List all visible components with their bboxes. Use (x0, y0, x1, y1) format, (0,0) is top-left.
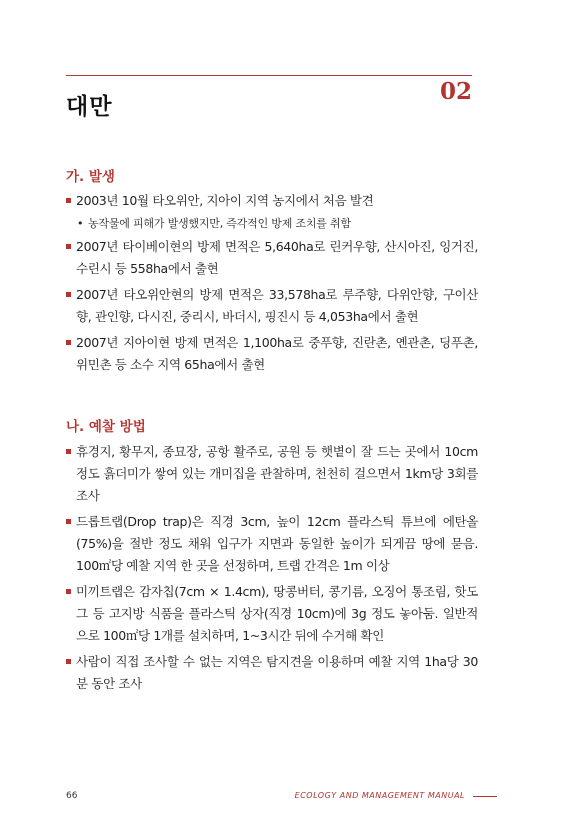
list-item (66, 284, 478, 328)
bullet-square (66, 519, 71, 524)
bullet-square (66, 340, 71, 345)
list-item (66, 441, 478, 507)
list-item (66, 581, 478, 647)
sub-bullet: • (77, 217, 84, 230)
occurrence-list (66, 190, 478, 380)
list-item (66, 236, 478, 280)
page-number: 66 (66, 791, 78, 801)
list-item-text: 드롭트랩(Drop trap)은 직경 3cm, 높이 12cm 플라스틱 튜브에 에탄올(75%)을 절반 정도 채워 입구가 지면과 동일한 높이가 되게끔 땅에 묻음. 100㎡당 예찰 지역 한 곳을 선정하며, 트랩 간격은 1m 이상 (76, 514, 478, 573)
section-heading-occurrence: 가. 발생 (66, 169, 115, 185)
bullet-square (66, 244, 71, 249)
list-item-text: 2007년 타오위안현의 방제 면적은 33,578ha로 루주향, 다위안향, 구이산향, 관인향, 다시진, 중리시, 바더시, 핑진시 등 4,053ha에서 출현 (76, 287, 478, 324)
chapter-title: 대만 (66, 94, 113, 120)
section-heading-survey-method: 나. 예찰 방법 (66, 419, 146, 435)
survey-method-list (66, 441, 478, 699)
sub-list-item (66, 214, 478, 234)
chapter-number: 02 (439, 78, 472, 105)
list-item-text: 사람이 직접 조사할 수 없는 지역은 탐지견을 이용하며 예찰 지역 1ha당 30분 동안 조사 (76, 654, 478, 691)
list-item-text: 휴경지, 황무지, 종묘장, 공항 활주로, 공원 등 햇볕이 잘 드는 곳에서 10cm 정도 흙더미가 쌓여 있는 개미집을 관찰하며, 천천히 걸으면서 1km당 3회를 조사 (76, 444, 478, 503)
list-item (66, 651, 478, 695)
bullet-square (66, 659, 71, 664)
list-item-text: 미끼트랩은 감자칩(7cm × 1.4cm), 땅콩버터, 콩기름, 오징어 통조림, 핫도그 등 고지방 식품을 플라스틱 상자(직경 10cm)에 3g 정도 놓아둠. 일반적으로 100㎡당 1개를 설치하며, 1~3시간 뒤에 수거해 확인 (76, 584, 478, 643)
list-item-text: 2003년 10월 타오위안, 지아이 지역 농지에서 처음 발견 (76, 193, 374, 208)
list-item (66, 190, 478, 212)
list-item-text: 2007년 지아이현 방제 면적은 1,100ha로 중푸향, 진란촌, 옌관촌, 딩푸촌, 위민촌 등 소수 지역 65ha에서 출현 (76, 335, 478, 372)
running-title: ECOLOGY AND MANAGEMENT MANUAL (294, 791, 465, 800)
bullet-square (66, 292, 71, 297)
top-rule (66, 75, 472, 76)
list-item (66, 511, 478, 577)
list-item (66, 332, 478, 376)
bullet-square (66, 449, 71, 454)
bullet-square (66, 589, 71, 594)
footer-rule (473, 796, 497, 797)
list-item-text: 2007년 타이베이현의 방제 면적은 5,640ha로 린커우향, 산시아진, 잉거진, 수린시 등 558ha에서 출현 (76, 239, 478, 276)
sub-list-item-text: 농작물에 피해가 발생했지만, 즉각적인 방제 조치를 취함 (88, 217, 351, 230)
bullet-square (66, 198, 71, 203)
